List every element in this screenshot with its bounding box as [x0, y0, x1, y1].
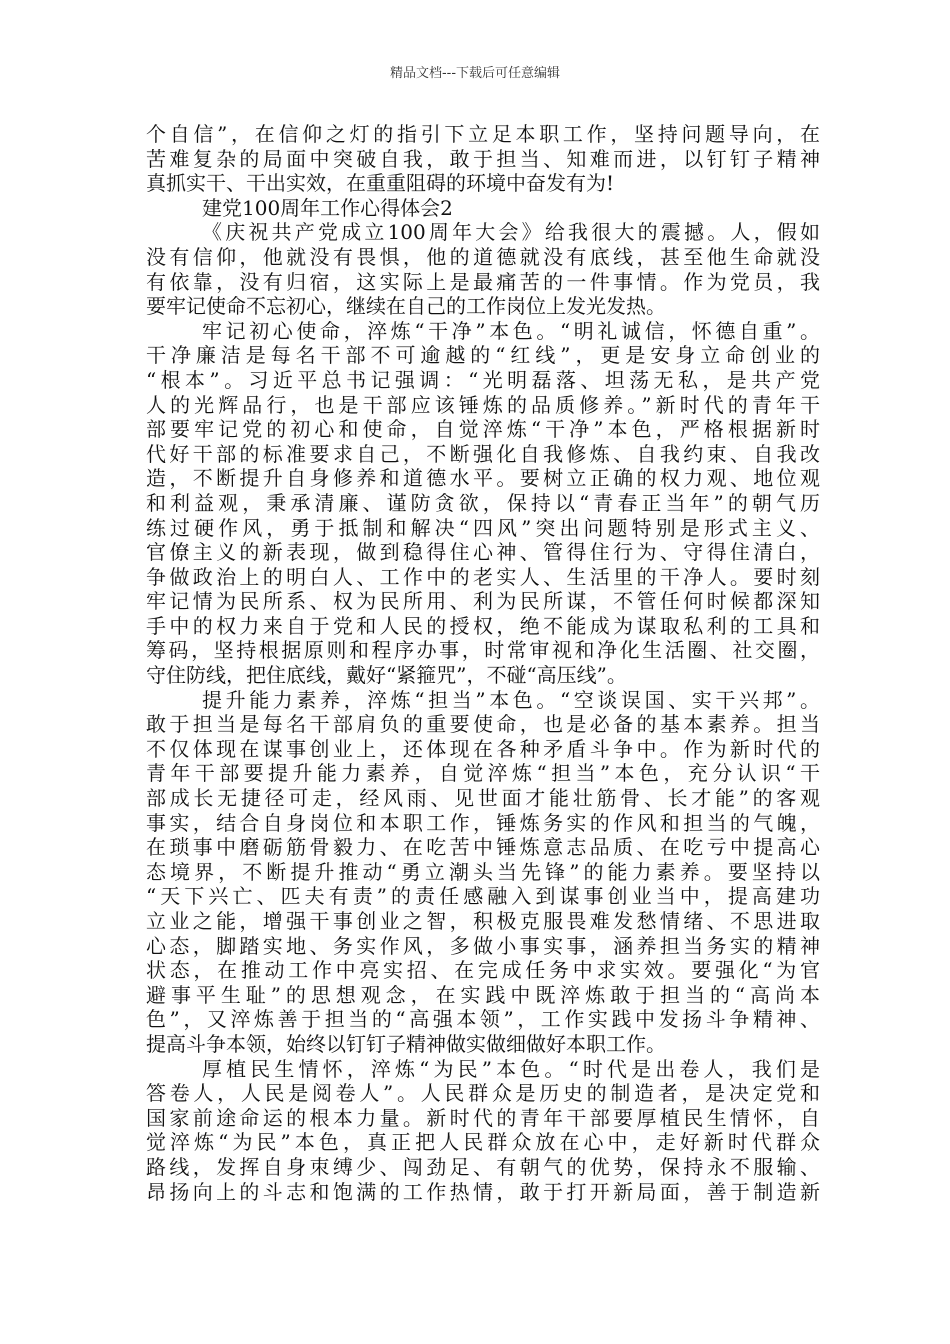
- page-header: 精品文档---下载后可任意编辑: [389, 66, 561, 81]
- text-line: 色”，又淬炼善于担当的“高强本领”，工作实践中发扬斗争精神、: [146, 1007, 820, 1032]
- text-line: 要牢记使命不忘初心，继续在自己的工作岗位上发光发热。: [146, 294, 666, 319]
- text-line: 避事平生耻”的思想观念，在实践中既淬炼敢于担当的“高尚本: [146, 982, 820, 1007]
- document-body: [146, 122, 820, 1204]
- text-line: 觉淬炼“为民”本色，真正把人民群众放在心中，走好新时代群众: [146, 1130, 820, 1155]
- text-line: 心态，脚踏实地、务实作风，多做小事实事，涵养担当务实的精神: [146, 933, 820, 958]
- text-line: “根本”。习近平总书记强调：“光明磊落、坦荡无私，是共产党: [146, 367, 820, 392]
- text-line: 练过硬作风，勇于抵制和解决“四风”突出问题特别是形式主义、: [146, 515, 820, 540]
- text-line: 守住防线，把住底线，戴好“紧箍咒”，不碰“高压线”。: [146, 663, 627, 688]
- text-line: 提升能力素养，淬炼“担当”本色。“空谈误国、实干兴邦”。: [202, 687, 820, 712]
- text-line: 有依靠，没有归宿，这实际上是最痛苦的一件事情。作为党员，我: [146, 269, 820, 294]
- text-line: 苦难复杂的局面中突破自我，敢于担当、知难而进，以钉钉子精神: [146, 146, 820, 171]
- text-line: 国家前途命运的根本力量。新时代的青年干部要厚植民生情怀，自: [146, 1105, 820, 1130]
- text-line: 立业之能，增强干事创业之智，积极克服畏难发愁情绪、不思进取: [146, 909, 820, 933]
- text-line: 答卷人，人民是阅卷人”。人民群众是历史的制造者，是决定党和: [146, 1081, 820, 1106]
- text-line: 干净廉洁是每名干部不可逾越的“红线”，更是安身立命创业的: [146, 343, 820, 368]
- text-line: 没有信仰，他就没有畏惧，他的道德就没有底线，甚至他生命就没: [146, 244, 820, 269]
- text-line: 青年干部要提升能力素养，自觉淬炼“担当”本色，充分认识“干: [146, 761, 820, 786]
- text-line: 昂扬向上的斗志和饱满的工作热情，敢于打开新局面，善于制造新: [146, 1179, 820, 1204]
- text-line: 代好干部的标准要求自己，不断强化自我修炼、自我约束、自我改: [146, 441, 820, 466]
- text-line: 筹码，坚持根据原则和程序办事，时常审视和净化生活圈、社交圈，: [146, 638, 820, 663]
- text-line: 争做政治上的明白人、工作中的老实人、生活里的干净人。要时刻: [146, 564, 820, 589]
- text-line: 部要牢记党的初心和使命，自觉淬炼“干净”本色，严格根据新时: [146, 417, 820, 442]
- text-line: 《庆祝共产党成立100周年大会》给我很大的震撼。人，假如: [202, 220, 820, 245]
- text-line: 部成长无捷径可走，经风雨、见世面才能壮筋骨、长才能”的客观: [146, 786, 820, 811]
- text-line: 和利益观，秉承清廉、谨防贪欲，保持以“青春正当年”的朝气历: [146, 490, 820, 515]
- text-line: 在琐事中磨砺筋骨毅力、在吃苦中锤炼意志品质、在吃亏中提高心: [146, 835, 820, 860]
- text-line: 不仅体现在谋事创业上，还体现在各种矛盾斗争中。作为新时代的: [146, 736, 820, 761]
- text-line: 真抓实干、干出实效，在重重阻碍的环境中奋发有为!: [146, 171, 615, 196]
- section-title: 建党100周年工作心得体会2: [202, 195, 453, 220]
- text-line: “天下兴亡、匹夫有责”的责任感融入到谋事创业当中，提高建功: [146, 884, 820, 909]
- text-line: 个自信”，在信仰之灯的指引下立足本职工作，坚持问题导向，在: [146, 122, 820, 146]
- text-line: 提高斗争本领，始终以钉钉子精神做实做细做好本职工作。: [146, 1031, 666, 1056]
- text-line: 态境界，不断提升推动“勇立潮头当先锋”的能力素养。要坚持以: [146, 859, 820, 884]
- text-line: 牢记情为民所系、权为民所用、利为民所谋，不管任何时候都深知: [146, 589, 820, 614]
- text-line: 状态，在推动工作中亮实招、在完成任务中求实效。要强化“为官: [146, 958, 820, 983]
- text-line: 造，不断提升自身修养和道德水平。要树立正确的权力观、地位观: [146, 466, 820, 491]
- text-line: 手中的权力来自于党和人民的授权，绝不能成为谋取私利的工具和: [146, 613, 820, 638]
- text-line: 路线，发挥自身朿缚少、闯劲足、有朝气的优势，保持永不服输、: [146, 1154, 820, 1179]
- text-line: 牢记初心使命，淬炼“干净”本色。“明礼诚信，怀德自重”。: [202, 318, 820, 343]
- text-line: 敢于担当是每名干部肩负的重要使命，也是必备的基本素养。担当: [146, 712, 820, 737]
- text-line: 人的光辉品行，也是干部应该锤炼的品质修养。”新时代的青年干: [146, 392, 820, 417]
- text-line: 厚植民生情怀，淬炼“为民”本色。“时代是出卷人，我们是: [202, 1056, 820, 1081]
- text-line: 事实，结合自身岗位和本职工作，锤炼务实的作风和担当的气魄，: [146, 810, 820, 835]
- text-line: 官僚主义的新表现，做到稳得住心神、管得住行为、守得住清白，: [146, 540, 820, 565]
